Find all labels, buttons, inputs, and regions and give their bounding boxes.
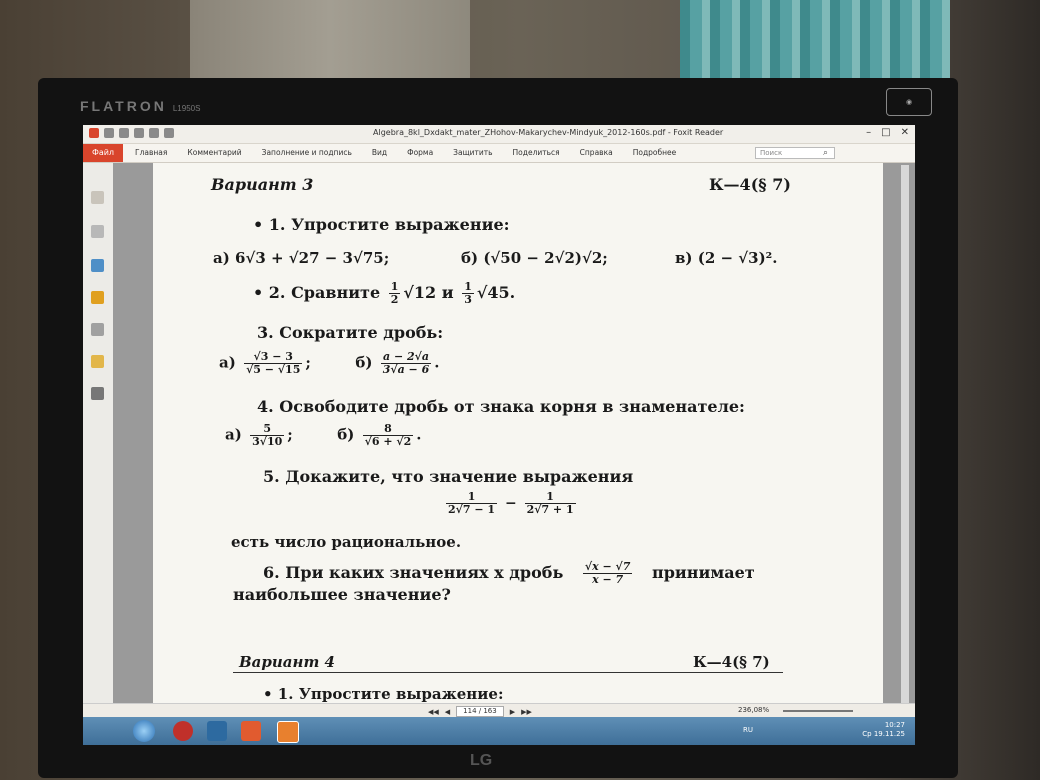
- tab-help[interactable]: Справка: [579, 148, 613, 157]
- start-button[interactable]: [133, 720, 155, 742]
- q2-title: • 2. Сравните: [253, 283, 381, 302]
- screen: [83, 125, 915, 745]
- q3-end: .: [434, 353, 440, 372]
- quick-access-toolbar: [89, 128, 174, 138]
- q6-tail: наибольшее значение?: [233, 585, 451, 604]
- zoom-level[interactable]: 236,08%: [738, 706, 770, 714]
- q3-title: 3. Сократите дробь:: [257, 323, 444, 342]
- q2-fraction-third: $\frac{1}{3}$: [464, 280, 472, 306]
- q6-mid: принимает: [652, 563, 755, 582]
- windows-taskbar: [83, 717, 915, 745]
- q4-a-label: а): [225, 425, 242, 444]
- q1-title: • 1. Упростите выражение:: [253, 215, 510, 234]
- q5-expression: [443, 491, 579, 516]
- tab-form[interactable]: Форма: [407, 148, 434, 157]
- language-indicator[interactable]: RU: [743, 726, 753, 734]
- last-page-icon[interactable]: ▶▶: [521, 707, 532, 716]
- q2-fraction-half: $\frac{1}{2}$: [390, 280, 399, 306]
- yandex-browser-icon[interactable]: [173, 721, 193, 741]
- undo-icon[interactable]: [149, 128, 159, 138]
- tab-share[interactable]: Поделиться: [512, 148, 560, 157]
- q4-title: 4. Освободите дробь от знака корня в знаменателе:: [257, 397, 745, 416]
- window-title: Algebra_8kl_Dxdakt_mater_ZHohov-Makarychev-Mindyuk_2012-160s.pdf - Foxit Reader: [373, 128, 724, 137]
- menu-file[interactable]: Файл: [83, 144, 123, 162]
- minimize-icon[interactable]: –: [866, 127, 872, 138]
- clock-date: Ср 19.11.25: [862, 730, 905, 738]
- first-page-icon[interactable]: ◀◀: [428, 707, 439, 716]
- prev-page-icon[interactable]: ◀: [444, 707, 451, 716]
- save-icon[interactable]: [119, 128, 129, 138]
- media-player-icon[interactable]: [241, 721, 261, 741]
- pdf-page: [153, 163, 883, 723]
- page-number-field[interactable]: 114 / 163: [456, 706, 504, 717]
- redo-icon[interactable]: [164, 128, 174, 138]
- tab-view[interactable]: Вид: [371, 148, 388, 157]
- open-icon[interactable]: [104, 128, 114, 138]
- variant4-title: Вариант 4: [239, 653, 335, 671]
- q1-part-c: в) (2 − √3)².: [675, 249, 778, 267]
- attachment-icon[interactable]: [91, 323, 104, 336]
- bookmark-icon[interactable]: [91, 191, 104, 204]
- variant3-code: К—4(§ 7): [709, 175, 791, 194]
- q4-separator: ;: [287, 425, 293, 444]
- q5-tail: есть число рациональное.: [231, 533, 462, 551]
- section-divider: [233, 672, 783, 673]
- q1-part-a: а) 6√3 + √27 − 3√75;: [213, 249, 390, 267]
- q2-root-12: √12: [403, 283, 437, 302]
- page-navigation: [428, 706, 532, 717]
- window-controls: [866, 127, 909, 138]
- print-icon[interactable]: [134, 128, 144, 138]
- q4-b-label: б): [337, 425, 355, 444]
- monitor-maker-logo: LG: [470, 752, 493, 769]
- q5-fraction-1: $\frac{1}{2√7 - 1}$: [448, 490, 496, 516]
- search-input[interactable]: Поиск: [755, 147, 835, 159]
- clock-time: 10:27: [884, 721, 905, 729]
- q6-fraction: $\frac{√x - √7}{x - 7}$: [584, 560, 631, 586]
- q4-parts: [225, 423, 422, 448]
- q4-a-fraction: $\frac{5}{3√10}$: [252, 422, 283, 448]
- variant3-title: Вариант 3: [211, 175, 314, 194]
- close-icon[interactable]: ✕: [900, 127, 909, 138]
- next-page-icon[interactable]: ▶: [509, 707, 516, 716]
- vertical-scrollbar[interactable]: [901, 165, 909, 721]
- q1-part-b: б) (√50 − 2√2)√2;: [461, 249, 608, 267]
- q2: [253, 281, 515, 306]
- tab-protect[interactable]: Защитить: [453, 148, 493, 157]
- q3-b-fraction: $\frac{a - 2√a}{3√a - 6}$: [382, 350, 430, 376]
- signature-icon[interactable]: [91, 387, 104, 400]
- variant4-q1-title: • 1. Упростите выражение:: [263, 685, 504, 703]
- q3-b-label: б): [355, 353, 373, 372]
- explorer-icon[interactable]: [207, 721, 227, 741]
- curtain-left: [190, 0, 470, 85]
- ribbon-tabs: [135, 148, 676, 157]
- energy-star-badge: ◉: [886, 88, 932, 116]
- layers-icon[interactable]: [91, 259, 104, 272]
- comments-icon[interactable]: [91, 291, 104, 304]
- page-background-left: [113, 163, 153, 723]
- q6-start: 6. При каких значениях x дробь: [263, 563, 564, 582]
- q3-a-fraction: $\frac{√3 - 3}{√5 - √15}$: [246, 350, 301, 376]
- tab-fill-sign[interactable]: Заполнение и подпись: [261, 148, 352, 157]
- q4-end: .: [416, 425, 422, 444]
- q5-minus: −: [504, 495, 517, 512]
- monitor-brand: FLATRON L1950S: [80, 98, 201, 114]
- search-icon[interactable]: ⌕: [823, 148, 829, 158]
- tab-home[interactable]: Главная: [135, 148, 168, 157]
- ribbon-menu: [83, 144, 915, 163]
- q4-b-fraction: $\frac{8}{√6 + √2}$: [364, 422, 412, 448]
- q5-fraction-2: $\frac{1}{2√7 + 1}$: [526, 490, 574, 516]
- zoom-slider[interactable]: [783, 710, 853, 712]
- q3-a-label: а): [219, 353, 236, 372]
- app-icon: [89, 128, 99, 138]
- curtain-right: [680, 0, 950, 80]
- system-clock[interactable]: [862, 721, 905, 739]
- pages-icon[interactable]: [91, 225, 104, 238]
- foxit-taskbar-icon[interactable]: [277, 721, 299, 743]
- variant4-code: К—4(§ 7): [693, 653, 770, 671]
- q2-root-45: √45.: [476, 283, 516, 302]
- page-background-right: [883, 163, 915, 723]
- title-bar: [83, 125, 915, 144]
- tab-comment[interactable]: Комментарий: [187, 148, 242, 157]
- q5-title: 5. Докажите, что значение выражения: [263, 467, 634, 486]
- q3-separator: ;: [305, 353, 311, 372]
- status-bar: [83, 703, 915, 718]
- left-tool-sidebar: [83, 163, 114, 723]
- q6-line: [263, 561, 755, 586]
- q2-and: и: [441, 283, 454, 302]
- q3-parts: [219, 351, 440, 376]
- maximize-icon[interactable]: □: [881, 127, 891, 138]
- tab-more[interactable]: Подробнее: [632, 148, 677, 157]
- security-icon[interactable]: [91, 355, 104, 368]
